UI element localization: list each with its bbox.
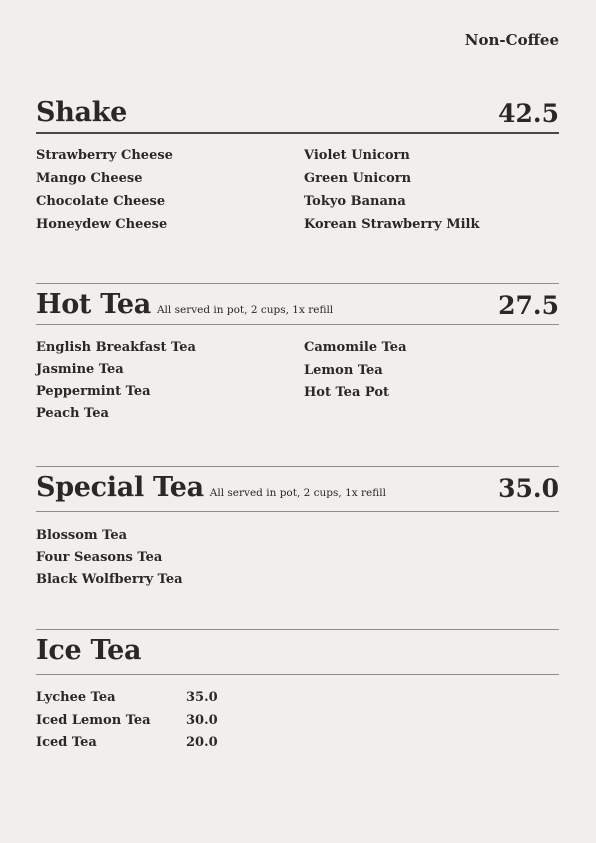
special-tea-note: All served in pot, 2 cups, 1x refill xyxy=(209,487,386,499)
shake-header xyxy=(36,92,559,132)
menu-item: Korean Strawberry Milk xyxy=(304,217,480,232)
special-tea-price: 35.0 xyxy=(498,474,559,503)
hot-tea-left-column xyxy=(36,339,196,427)
special-tea-column xyxy=(36,527,183,593)
menu-item: English Breakfast Tea xyxy=(36,340,196,355)
menu-item: Peppermint Tea xyxy=(36,384,151,399)
shake-section xyxy=(36,92,559,232)
ice-tea-header xyxy=(36,630,559,670)
menu-item: Peach Tea xyxy=(36,406,109,421)
special-tea-header xyxy=(36,467,559,507)
menu-item: Lemon Tea xyxy=(304,363,383,378)
hot-tea-header xyxy=(36,284,559,324)
ice-tea-section xyxy=(36,629,559,757)
page-category-label: Non-Coffee xyxy=(464,31,559,49)
menu-item: Strawberry Cheese xyxy=(36,148,173,163)
menu-item: Four Seasons Tea xyxy=(36,550,163,565)
shake-divider xyxy=(36,132,559,134)
special-tea-title-text: Special Tea xyxy=(36,472,204,503)
item-name: Iced Lemon Tea xyxy=(36,712,151,728)
special-tea-title xyxy=(36,472,386,503)
menu-item: Jasmine Tea xyxy=(36,362,124,377)
hot-tea-price: 27.5 xyxy=(498,291,559,320)
hot-tea-right-column xyxy=(304,339,407,407)
shake-right-column xyxy=(304,147,479,239)
shake-left-column xyxy=(36,147,173,239)
hot-tea-note: All served in pot, 2 cups, 1x refill xyxy=(156,304,334,316)
shake-price: 42.5 xyxy=(498,99,559,128)
ice-tea-title: Ice Tea xyxy=(36,635,142,666)
special-tea-section xyxy=(36,466,559,587)
menu-item: Black Wolfberry Tea xyxy=(36,572,183,587)
menu-item: Violet Unicorn xyxy=(304,148,410,163)
menu-item: Mango Cheese xyxy=(36,171,143,186)
hot-tea-divider xyxy=(36,324,559,325)
item-name: Iced Tea xyxy=(36,735,97,750)
hot-tea-title-text: Hot Tea xyxy=(36,289,151,320)
price-list-row xyxy=(36,712,559,735)
menu-item: Chocolate Cheese xyxy=(36,194,166,209)
item-price: 30.0 xyxy=(186,712,218,728)
shake-title: Shake xyxy=(36,97,128,128)
price-list-row xyxy=(36,734,559,757)
item-price: 35.0 xyxy=(186,690,218,705)
ice-tea-divider xyxy=(36,674,559,675)
hot-tea-section xyxy=(36,283,559,421)
menu-item: Tokyo Banana xyxy=(304,194,406,209)
price-list-row xyxy=(36,689,559,712)
menu-item: Blossom Tea xyxy=(36,528,128,543)
menu-item: Honeydew Cheese xyxy=(36,217,168,232)
special-tea-divider xyxy=(36,511,559,512)
hot-tea-title xyxy=(36,289,333,320)
menu-item: Hot Tea Pot xyxy=(304,385,389,400)
item-name: Lychee Tea xyxy=(36,690,116,705)
item-price: 20.0 xyxy=(186,735,218,750)
ice-tea-items xyxy=(36,689,559,757)
menu-item: Green Unicorn xyxy=(304,171,412,186)
menu-item: Camomile Tea xyxy=(304,340,407,355)
